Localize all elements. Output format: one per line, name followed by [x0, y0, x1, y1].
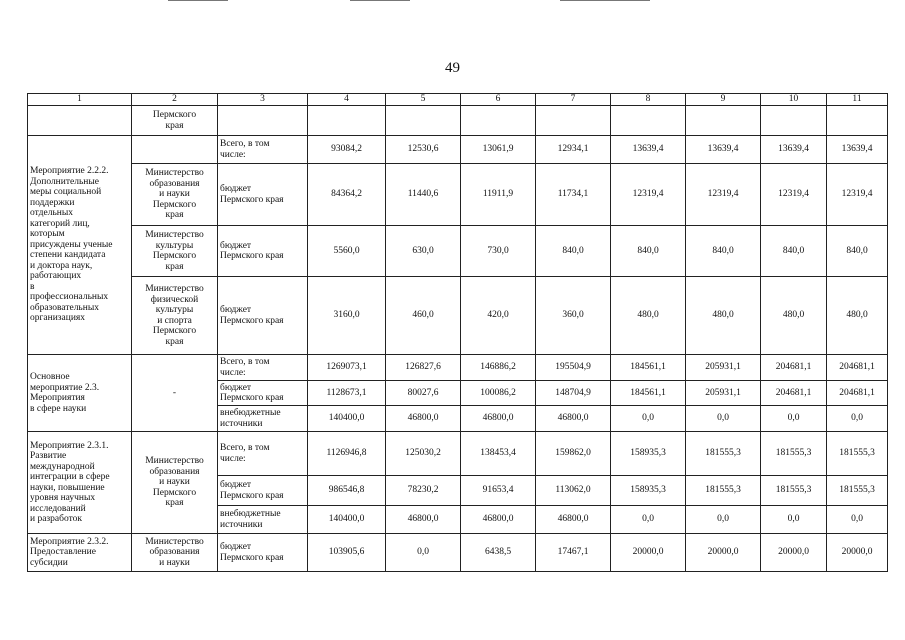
value-cell: 840,0 — [827, 226, 888, 277]
value-cell: 1269073,1 — [308, 355, 386, 381]
executor-cell: Министерство образования и науки — [132, 534, 218, 572]
value-cell: 103905,6 — [308, 534, 386, 572]
header-row — [28, 94, 888, 106]
value-cell: 46800,0 — [536, 406, 611, 432]
value-cell: 138453,4 — [461, 432, 536, 476]
header-cell: 5 — [386, 94, 461, 106]
value-cell: 12319,4 — [827, 164, 888, 226]
value-cell: 20000,0 — [827, 534, 888, 572]
source-cell: бюджет Пермского края — [218, 476, 308, 506]
top-rule-right — [560, 0, 650, 1]
value-cell: 146886,2 — [461, 355, 536, 381]
value-cell: 184561,1 — [611, 381, 686, 406]
value-cell: 5560,0 — [308, 226, 386, 277]
executor-cell: Министерство образования и науки Пермского края — [132, 432, 218, 534]
value-cell: 420,0 — [461, 277, 536, 355]
table-cell — [218, 106, 308, 136]
executor-cell: Пермского края — [132, 106, 218, 136]
value-cell: 0,0 — [611, 406, 686, 432]
table-cell — [536, 106, 611, 136]
table-cell — [761, 106, 827, 136]
value-cell: 0,0 — [386, 534, 461, 572]
value-cell: 0,0 — [827, 506, 888, 534]
table-row — [28, 164, 888, 226]
header-cell: 11 — [827, 94, 888, 106]
value-cell: 113062,0 — [536, 476, 611, 506]
value-cell: 184561,1 — [611, 355, 686, 381]
value-cell: 204681,1 — [827, 355, 888, 381]
value-cell: 195504,9 — [536, 355, 611, 381]
value-cell: 205931,1 — [686, 355, 761, 381]
source-cell: внебюджетные источники — [218, 506, 308, 534]
source-cell: бюджет Пермского края — [218, 277, 308, 355]
activity-title-2-3-1: Мероприятие 2.3.1. Развитие международной интеграции в сфере науки, повышение уровня научных исследований и разработок — [28, 432, 132, 534]
value-cell: 204681,1 — [827, 381, 888, 406]
header-cell: 6 — [461, 94, 536, 106]
value-cell: 181555,3 — [686, 432, 761, 476]
header-cell: 4 — [308, 94, 386, 106]
page-number: 49 — [445, 60, 460, 76]
value-cell: 12530,6 — [386, 136, 461, 164]
value-cell: 1126946,8 — [308, 432, 386, 476]
value-cell: 20000,0 — [611, 534, 686, 572]
top-rule-middle — [350, 0, 410, 1]
table-cell — [686, 106, 761, 136]
value-cell: 181555,3 — [827, 476, 888, 506]
value-cell: 46800,0 — [536, 506, 611, 534]
value-cell: 20000,0 — [761, 534, 827, 572]
table-cell — [611, 106, 686, 136]
value-cell: 11734,1 — [536, 164, 611, 226]
table-cell — [28, 106, 132, 136]
source-cell: бюджет Пермского края — [218, 381, 308, 406]
source-cell: Всего, в том числе: — [218, 355, 308, 381]
value-cell: 840,0 — [761, 226, 827, 277]
value-cell: 12319,4 — [611, 164, 686, 226]
value-cell: 0,0 — [827, 406, 888, 432]
value-cell: 17467,1 — [536, 534, 611, 572]
top-rule-left — [168, 0, 228, 1]
header-cell: 9 — [686, 94, 761, 106]
value-cell: 0,0 — [686, 406, 761, 432]
value-cell: 6438,5 — [461, 534, 536, 572]
value-cell: 630,0 — [386, 226, 461, 277]
value-cell: 46800,0 — [461, 406, 536, 432]
value-cell: 181555,3 — [686, 476, 761, 506]
value-cell: 840,0 — [686, 226, 761, 277]
source-cell: бюджет Пермского края — [218, 534, 308, 572]
source-cell: бюджет Пермского края — [218, 226, 308, 277]
header-cell: 7 — [536, 94, 611, 106]
executor-cell — [132, 136, 218, 164]
value-cell: 159862,0 — [536, 432, 611, 476]
value-cell: 460,0 — [386, 277, 461, 355]
value-cell: 480,0 — [611, 277, 686, 355]
source-cell: Всего, в том числе: — [218, 432, 308, 476]
value-cell: 148704,9 — [536, 381, 611, 406]
executor-cell: Министерство образования и науки Пермского края — [132, 164, 218, 226]
executor-cell: Министерство физической культуры и спорта Пермского края — [132, 277, 218, 355]
value-cell: 84364,2 — [308, 164, 386, 226]
value-cell: 140400,0 — [308, 406, 386, 432]
source-cell: внебюджетные источники — [218, 406, 308, 432]
value-cell: 100086,2 — [461, 381, 536, 406]
value-cell: 0,0 — [611, 506, 686, 534]
value-cell: 181555,3 — [761, 476, 827, 506]
value-cell: 0,0 — [761, 506, 827, 534]
table-cell — [461, 106, 536, 136]
continuation-row — [28, 106, 888, 136]
value-cell: 12319,4 — [761, 164, 827, 226]
value-cell: 13639,4 — [827, 136, 888, 164]
value-cell: 480,0 — [827, 277, 888, 355]
value-cell: 13639,4 — [611, 136, 686, 164]
value-cell: 20000,0 — [686, 534, 761, 572]
value-cell: 480,0 — [761, 277, 827, 355]
header-cell: 1 — [28, 94, 132, 106]
table-cell — [386, 106, 461, 136]
activity-title-2-3: Основное мероприятие 2.3. Мероприятия в сфере науки — [28, 355, 132, 432]
header-cell: 8 — [611, 94, 686, 106]
value-cell: 181555,3 — [827, 432, 888, 476]
value-cell: 13639,4 — [686, 136, 761, 164]
value-cell: 78230,2 — [386, 476, 461, 506]
table-row — [28, 432, 888, 476]
activity-title-2-3-2: Мероприятие 2.3.2. Предоставление субсидии — [28, 534, 132, 572]
value-cell: 0,0 — [761, 406, 827, 432]
value-cell: 126827,6 — [386, 355, 461, 381]
table-row — [28, 226, 888, 277]
value-cell: 91653,4 — [461, 476, 536, 506]
header-cell: 2 — [132, 94, 218, 106]
activity-title-2-2-2: Мероприятие 2.2.2. Дополнительные меры социальной поддержки отдельных категорий лиц, которым присуждены ученые степени кандидата и доктора наук, работающих в профессиональных образовательных организациях — [28, 136, 132, 355]
value-cell: 1128673,1 — [308, 381, 386, 406]
table-row — [28, 136, 888, 164]
value-cell: 12319,4 — [686, 164, 761, 226]
value-cell: 0,0 — [686, 506, 761, 534]
value-cell: 730,0 — [461, 226, 536, 277]
value-cell: 125030,2 — [386, 432, 461, 476]
value-cell: 12934,1 — [536, 136, 611, 164]
header-cell: 3 — [218, 94, 308, 106]
value-cell: 840,0 — [611, 226, 686, 277]
executor-cell: - — [132, 355, 218, 432]
value-cell: 181555,3 — [761, 432, 827, 476]
value-cell: 93084,2 — [308, 136, 386, 164]
header-cell: 10 — [761, 94, 827, 106]
value-cell: 204681,1 — [761, 355, 827, 381]
source-cell: Всего, в том числе: — [218, 136, 308, 164]
value-cell: 3160,0 — [308, 277, 386, 355]
table-row — [28, 534, 888, 572]
value-cell: 11440,6 — [386, 164, 461, 226]
value-cell: 46800,0 — [461, 506, 536, 534]
value-cell: 158935,3 — [611, 432, 686, 476]
table-row — [28, 355, 888, 381]
budget-table — [27, 93, 888, 572]
value-cell: 158935,3 — [611, 476, 686, 506]
value-cell: 11911,9 — [461, 164, 536, 226]
value-cell: 80027,6 — [386, 381, 461, 406]
value-cell: 13061,9 — [461, 136, 536, 164]
value-cell: 46800,0 — [386, 406, 461, 432]
executor-cell: Министерство культуры Пермского края — [132, 226, 218, 277]
source-cell: бюджет Пермского края — [218, 164, 308, 226]
table-row — [28, 277, 888, 355]
value-cell: 986546,8 — [308, 476, 386, 506]
value-cell: 46800,0 — [386, 506, 461, 534]
value-cell: 204681,1 — [761, 381, 827, 406]
value-cell: 480,0 — [686, 277, 761, 355]
value-cell: 205931,1 — [686, 381, 761, 406]
value-cell: 840,0 — [536, 226, 611, 277]
table-cell — [827, 106, 888, 136]
value-cell: 360,0 — [536, 277, 611, 355]
value-cell: 140400,0 — [308, 506, 386, 534]
value-cell: 13639,4 — [761, 136, 827, 164]
table-cell — [308, 106, 386, 136]
